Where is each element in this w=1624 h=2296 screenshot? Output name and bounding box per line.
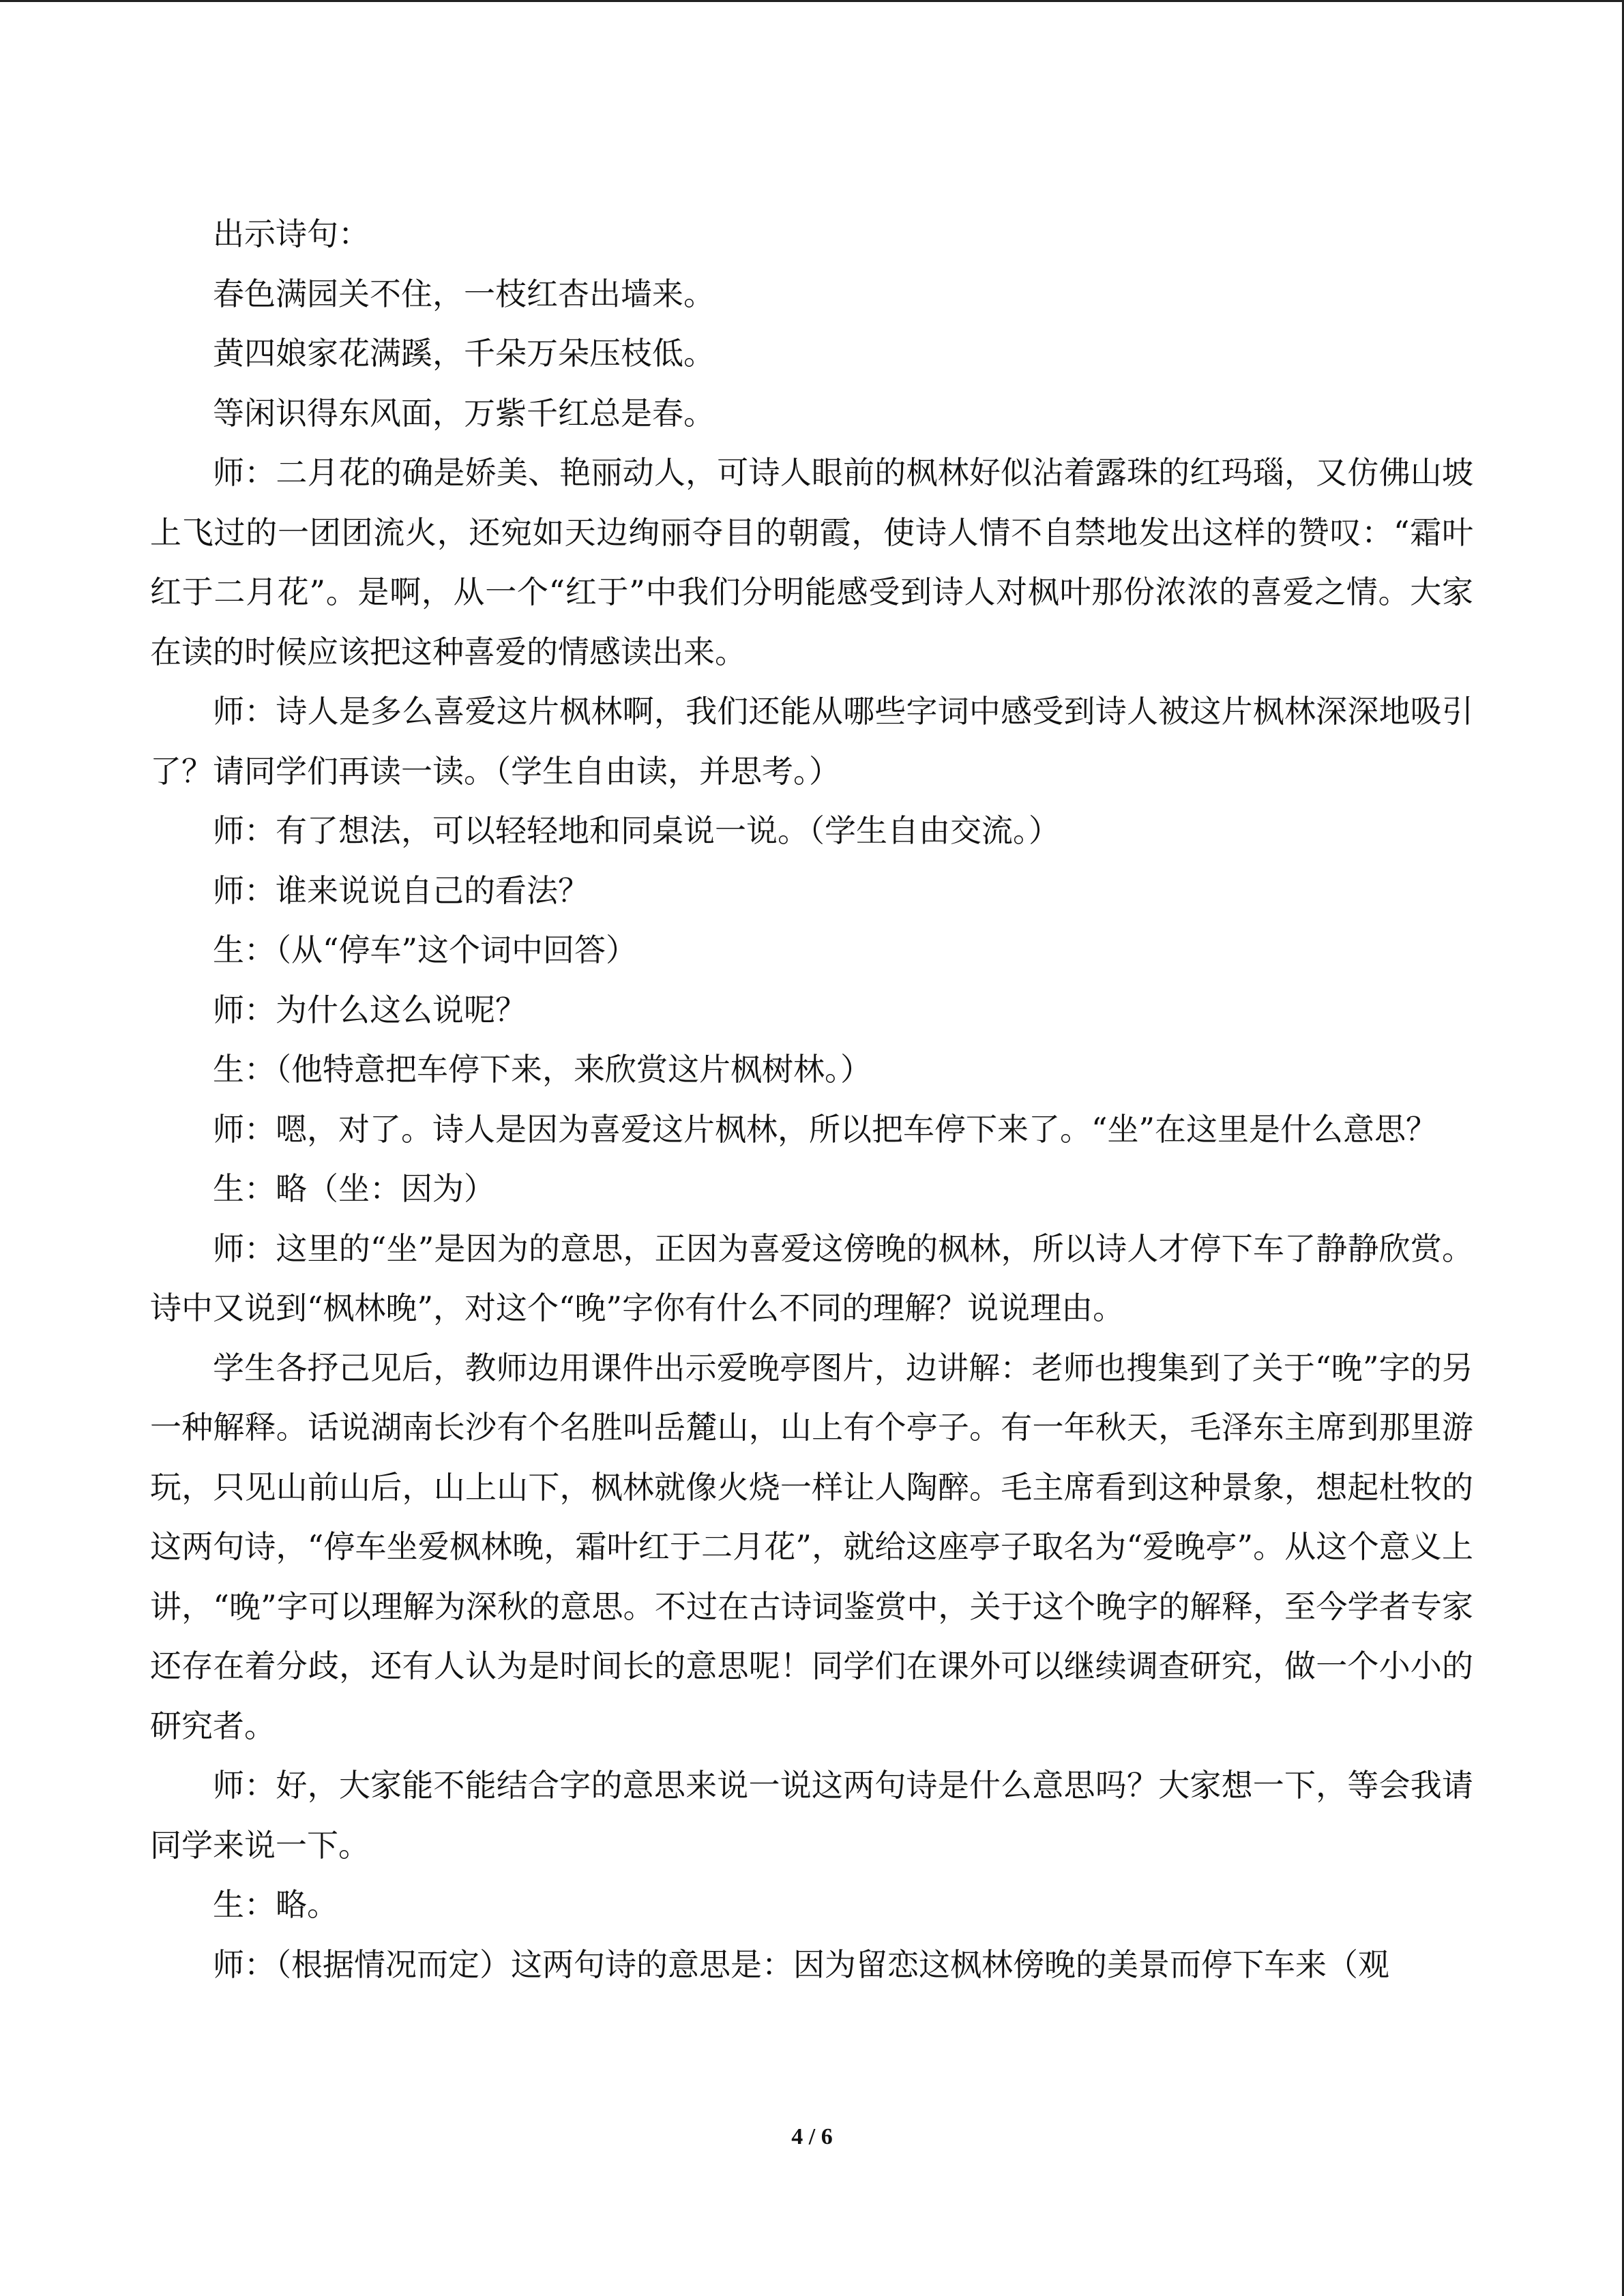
paragraph: 师：这里的“坐”是因为的意思，正因为喜爱这傍晚的枫林，所以诗人才停下车了静静欣赏。诗中又说到“枫林晚”，对这个“晚”字你有什么不同的理解？说说理由。 [150, 1229, 1473, 1326]
paragraph: 学生各抒己见后，教师边用课件出示爱晚亭图片，边讲解：老师也搜集到了关于“晚”字的另一种解释。话说湖南长沙有个名胜叫岳麓山，山上有个亭子。有一年秋天，毛泽东主席到那里游玩，只见山前山后，山上山下，枫林就像火烧一样让人陶醉。毛主席看到这种景象，想起杜牧的这两句诗，“停车坐爱枫林晚，霜叶红于二月花”，就给这座亭子取名为“爱晚亭”。从这个意义上讲，“晚”字可以理解为深秋的意思。不过在古诗词鉴赏中，关于这个晚字的解释，至今学者专家还存在着分歧，还有人认为是时间长的意思呢！同学们在课外可以继续调查研究，做一个小小的研究者。 [150, 1349, 1473, 1744]
paragraph: 师：有了想法，可以轻轻地和同桌说一说。（学生自由交流。） [213, 812, 1060, 849]
paragraph: 生：略。 [213, 1886, 338, 1923]
document-body [150, 205, 1473, 1995]
paragraph: 黄四娘家花满蹊，千朵万朵压枝低。 [213, 335, 715, 372]
paragraph: 生：略（坐：因为） [213, 1170, 495, 1207]
paragraph: 师：嗯，对了。诗人是因为喜爱这片枫林，所以把车停下来了。“坐”在这里是什么意思？ [213, 1110, 1438, 1148]
page-number: 4 / 6 [791, 2124, 833, 2149]
page-border-top [0, 0, 1624, 2]
paragraph: 师：诗人是多么喜爱这片枫林啊，我们还能从哪些字词中感受到诗人被这片枫林深深地吸引了？请同学们再读一读。（学生自由读，并思考。） [150, 693, 1473, 790]
paragraph: 等闲识得东风面，万紫千红总是春。 [213, 394, 715, 432]
paragraph: 春色满园关不住，一枝红杏出墙来。 [213, 275, 715, 312]
paragraph: 生：（他特意把车停下来，来欣赏这片枫树林。） [213, 1051, 872, 1088]
paragraph: 师：为什么这么说呢？ [213, 991, 527, 1028]
paragraph: 师：谁来说说自己的看法？ [213, 871, 589, 909]
paragraph: 师：好，大家能不能结合字的意思来说一说这两句诗是什么意思吗？大家想一下，等会我请同学来说一下。 [150, 1767, 1473, 1864]
paragraph: 师：（根据情况而定）这两句诗的意思是：因为留恋这枫林傍晚的美景而停下车来（观 [213, 1945, 1389, 1983]
paragraph: 生：（从“停车”这个词中回答） [213, 931, 638, 968]
paragraph: 师：二月花的确是娇美、艳丽动人，可诗人眼前的枫林好似沾着露珠的红玛瑙，又仿佛山坡上飞过的一团团流火，还宛如天边绚丽夺目的朝霞，使诗人情不自禁地发出这样的赞叹：“霜叶红于二月花”。是啊，从一个“红于”中我们分明能感受到诗人对枫叶那份浓浓的喜爱之情。大家在读的时候应该把这种喜爱的情感读出来。 [150, 454, 1473, 670]
paragraph: 出示诗句： [213, 215, 370, 252]
